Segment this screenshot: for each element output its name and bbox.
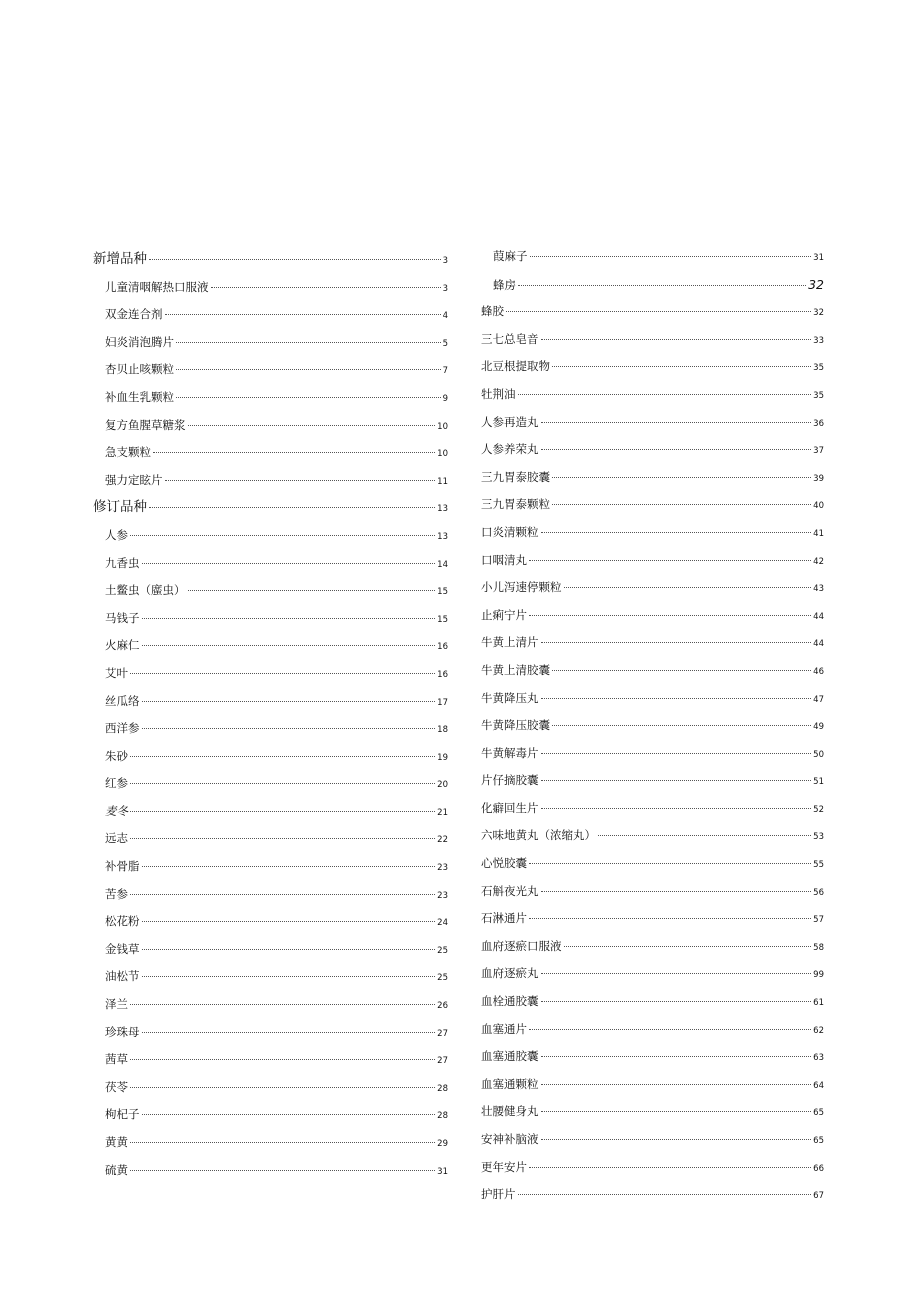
toc-entry[interactable] [481,243,824,271]
toc-page-number: 28 [437,1111,448,1122]
toc-entry[interactable] [481,850,824,878]
toc-entry-title: 血府逐瘀丸 [481,966,539,981]
toc-page-number: 43 [813,584,824,595]
toc-dot-leader [142,866,436,867]
toc-entry-title: 苦参 [105,886,128,901]
toc-page-number: 15 [437,587,448,598]
toc-entry[interactable] [93,1129,448,1157]
toc-page-number: 65 [813,1136,824,1146]
toc-page-number: 99 [813,970,824,981]
toc-entry[interactable] [481,629,824,657]
toc-entry[interactable] [481,547,824,575]
toc-entry-title: 小儿泻速停颗粒 [481,580,562,595]
toc-page-number: 58 [813,942,824,953]
toc-entry[interactable] [481,1181,824,1209]
toc-page-number: 61 [813,998,824,1009]
toc-entry[interactable] [93,632,448,660]
toc-entry-title: 枸杞子 [105,1107,140,1122]
toc-dot-leader [598,835,811,836]
toc-page-number: 63 [813,1053,824,1064]
toc-page-number: 29 [437,1139,448,1149]
toc-page-number: 26 [437,1001,448,1012]
toc-entry-title: 安神补脑液 [481,1132,539,1146]
toc-entry-title: 口炎清颗粒 [481,524,539,539]
toc-dot-leader [541,973,812,974]
toc-dot-leader [130,1059,435,1060]
toc-page-number: 35 [813,390,824,401]
toc-page-number: 53 [813,832,824,843]
toc-dot-leader [130,1087,435,1088]
toc-entry[interactable] [481,712,824,740]
toc-dot-leader [188,590,436,591]
toc-entry-title: 火麻仁 [105,638,140,653]
toc-page-number: 14 [437,559,448,570]
toc-entry-title: 石斛夜光丸 [481,883,539,898]
toc-page-number: 16 [437,669,448,680]
toc-page-number: 25 [437,945,448,956]
toc-entry-title: 人参再造丸 [481,414,539,429]
toc-page-number: 44 [813,611,824,622]
toc-page-number: 64 [813,1080,824,1091]
toc-page-number: 22 [437,835,448,846]
toc-page-number: 51 [813,777,824,788]
toc-entry[interactable] [93,577,448,605]
toc-page-number: 16 [437,642,448,653]
toc-entry[interactable] [93,881,448,909]
toc-page-number: 66 [813,1163,824,1174]
toc-entry-title: 茜草 [105,1052,128,1067]
toc-page-number: 47 [813,694,824,705]
toc-entry-title: 六味地黄丸（浓缩丸） [481,828,596,843]
toc-dot-leader [142,921,436,922]
toc-section-heading[interactable] [93,494,448,522]
toc-entry[interactable] [481,436,824,464]
toc-entry[interactable] [481,740,824,768]
toc-dot-leader [149,507,435,508]
toc-page-number: 23 [437,890,448,901]
toc-entry[interactable] [93,274,448,302]
toc-page-number: 11 [437,476,448,487]
toc-dot-leader [529,1029,811,1030]
toc-entry[interactable] [93,439,448,467]
toc-entry-title: 远志 [105,831,128,846]
toc-dot-leader [552,725,811,726]
toc-entry-title: 丝瓜络 [105,693,140,708]
toc-entry-title: 片仔摘胶囊 [481,773,539,788]
toc-entry-title: 葭麻子 [493,249,528,263]
toc-entry[interactable] [481,602,824,630]
toc-dot-leader [188,425,436,426]
toc-entry[interactable] [481,685,824,713]
toc-page-number: 15 [437,614,448,625]
toc-entry-title: 血栓通胶囊 [481,994,539,1009]
toc-page-number: 25 [437,973,448,984]
toc-dot-leader [518,1194,812,1195]
toc-entry[interactable] [93,301,448,329]
toc-dot-leader [518,394,812,395]
toc-page-number: 10 [437,421,448,432]
toc-dot-leader [142,976,436,977]
toc-dot-leader [552,670,811,671]
toc-entry-title: 牛黄上清片 [481,635,539,650]
toc-dot-leader [130,673,435,674]
toc-entry[interactable] [481,933,824,961]
toc-dot-leader [552,504,811,505]
toc-page-number: 31 [813,253,824,263]
toc-page-number: 24 [437,918,448,929]
toc-entry-title: 泽兰 [105,997,128,1012]
toc-dot-leader [142,618,436,619]
toc-entry[interactable] [93,412,448,440]
toc-entry-title: 壮腰健身丸 [481,1104,539,1119]
toc-entry[interactable] [481,1154,824,1182]
toc-entry[interactable] [481,1126,824,1154]
toc-entry-title: 三七总皂音 [481,331,539,346]
toc-dot-leader [506,311,811,312]
toc-entry[interactable] [93,356,448,384]
toc-entry[interactable] [93,1101,448,1129]
toc-dot-leader [130,783,435,784]
toc-entry[interactable] [481,1071,824,1099]
toc-dot-leader [142,645,436,646]
toc-dot-leader [541,449,812,450]
toc-dot-leader [130,811,435,812]
toc-entry-title: 杏贝止咳颗粒 [105,362,174,377]
toc-page-number: 18 [437,725,448,736]
toc-dot-leader [530,256,812,257]
toc-dot-leader [541,1001,812,1002]
toc-entry[interactable] [93,550,448,578]
toc-page-number: 33 [813,335,824,346]
toc-entry[interactable] [93,743,448,771]
toc-entry-title: 止痢宁片 [481,607,527,622]
toc-entry-title: 血塞通颗粒 [481,1076,539,1091]
toc-dot-leader [541,891,812,892]
toc-dot-leader [165,480,436,481]
toc-page-number: 55 [813,860,824,871]
toc-dot-leader [552,477,811,478]
toc-entry[interactable] [481,491,824,519]
toc-page-number: 57 [813,915,824,926]
toc-entry[interactable] [481,464,824,492]
toc-entry[interactable] [481,988,824,1016]
toc-entry-title: 牡荆油 [481,386,516,401]
toc-entry-title: 双金连合剂 [105,307,163,322]
toc-dot-leader [529,560,811,561]
toc-entry-title: 石淋通片 [481,911,527,926]
toc-left-column [93,246,448,1184]
toc-page-number: 4 [442,311,448,322]
toc-entry-title: 三九胃泰颗粒 [481,497,550,512]
toc-entry-title: 朱砂 [105,748,128,763]
toc-page-number: 39 [813,473,824,484]
toc-entry[interactable] [481,905,824,933]
toc-dot-leader [541,1056,812,1057]
toc-dot-leader [541,808,812,809]
toc-entry-title: 人参 [105,527,128,542]
toc-page-number: 41 [813,528,824,539]
toc-dot-leader [165,314,441,315]
toc-dot-leader [130,756,435,757]
toc-page-number: 49 [813,722,824,733]
toc-page-number: 17 [437,697,448,708]
toc-page-number: 5 [442,338,448,349]
toc-entry[interactable] [93,991,448,1019]
toc-entry-title: 蜂胶 [481,304,504,319]
toc-page-number: 19 [437,752,448,763]
toc-entry[interactable] [481,878,824,906]
toc-dot-leader [130,1004,435,1005]
toc-page-number: 65 [813,1108,824,1119]
toc-page-number: 13 [437,504,448,515]
toc-page-number: 67 [813,1191,824,1202]
toc-dot-leader [130,894,435,895]
toc-entry-title: 硫黄 [105,1162,128,1177]
toc-dot-leader [529,918,811,919]
toc-entry-title: 九香虫 [105,555,140,570]
toc-entry-title: 油松节 [105,969,140,984]
toc-entry[interactable] [93,467,448,495]
toc-entry-title: 红参 [105,776,128,791]
toc-dot-leader [176,342,441,343]
toc-page-number: 23 [437,863,448,874]
toc-entry[interactable] [481,960,824,988]
toc-entry-title: 人参养荣丸 [481,442,539,457]
toc-dot-leader [541,1111,812,1112]
toc-entry-title: 金钱草 [105,941,140,956]
toc-entry[interactable] [481,1098,824,1126]
toc-dot-leader [541,422,812,423]
toc-page-number: 27 [437,1056,448,1067]
toc-entry-title: 血府逐瘀口服液 [481,938,562,953]
toc-dot-leader [552,366,811,367]
toc-entry[interactable] [93,908,448,936]
toc-entry[interactable] [93,1046,448,1074]
toc-entry[interactable] [93,660,448,688]
toc-dot-leader [541,339,812,340]
toc-entry[interactable] [93,384,448,412]
toc-page-number: 42 [813,556,824,567]
toc-dot-leader [529,615,811,616]
toc-entry[interactable] [481,1016,824,1044]
toc-entry[interactable] [93,1157,448,1185]
toc-entry-title: 土鳖虫（䗪虫） [105,583,186,598]
toc-dot-leader [541,1084,812,1085]
toc-entry-title: 血塞通片 [481,1021,527,1036]
toc-entry-title: 儿童清咽解热口服液 [105,279,209,294]
toc-dot-leader [142,1114,436,1115]
toc-page-number: 37 [813,446,824,457]
toc-page-number: 9 [442,393,448,404]
toc-dot-leader [541,1139,812,1140]
toc-dot-leader [176,397,441,398]
toc-dot-leader [130,838,435,839]
toc-dot-leader [142,728,436,729]
toc-dot-leader [541,780,812,781]
toc-page-number: 46 [813,666,824,677]
toc-entry-title: 妇炎消泡腾片 [105,334,174,349]
toc-dot-leader [142,563,436,564]
toc-dot-leader [130,535,435,536]
toc-dot-leader [541,642,812,643]
toc-page-number: 56 [813,887,824,898]
toc-entry[interactable] [93,770,448,798]
toc-entry[interactable] [481,298,824,326]
toc-entry-title: 血塞通胶囊 [481,1049,539,1064]
toc-page-number: 44 [813,639,824,650]
toc-page-number: 13 [437,531,448,542]
toc-entry-title: 黄黄 [105,1135,128,1149]
toc-page-number: 36 [813,418,824,429]
toc-dot-leader [541,532,812,533]
toc-entry-title: 更年安片 [481,1159,527,1174]
toc-entry-title: 西洋参 [105,721,140,736]
toc-entry[interactable] [481,326,824,354]
toc-entry-title: 护肝片 [481,1187,516,1202]
toc-entry[interactable] [93,1019,448,1047]
toc-entry[interactable] [481,767,824,795]
toc-page-number: 32 [813,308,824,319]
toc-entry[interactable] [93,963,448,991]
toc-entry[interactable] [481,271,824,299]
toc-page-number: 3 [442,256,448,266]
toc-page-number: 31 [437,1166,448,1177]
toc-dot-leader [541,753,812,754]
toc-entry[interactable] [93,853,448,881]
toc-entry[interactable] [481,1043,824,1071]
toc-page-number: 35 [813,363,824,374]
toc-entry-title: 马钱子 [105,610,140,625]
toc-entry[interactable] [93,936,448,964]
toc-entry[interactable] [481,353,824,381]
toc-entry[interactable] [93,715,448,743]
toc-page-number: 52 [813,804,824,815]
toc-page-number: 21 [437,807,448,818]
toc-entry[interactable] [481,822,824,850]
toc-dot-leader [142,1032,436,1033]
toc-dot-leader [176,369,441,370]
toc-entry-title: 松花粉 [105,914,140,929]
toc-entry[interactable] [93,688,448,716]
toc-page-number: 10 [437,449,448,460]
toc-entry-title: 艾叶 [105,665,128,680]
toc-entry-title: 麦冬 [105,803,128,818]
toc-entry-title: 口咽清丸 [481,552,527,567]
toc-entry[interactable] [481,795,824,823]
toc-entry-title: 强力定眩片 [105,472,163,487]
toc-right-column [481,243,824,1209]
toc-dot-leader [153,452,435,453]
toc-page-number: 28 [437,1083,448,1094]
toc-dot-leader [529,863,811,864]
toc-entry-title: 牛黄上清胶囊 [481,662,550,677]
toc-page-number: 20 [437,780,448,791]
toc-dot-leader [518,285,806,286]
toc-entry-title: 蜂房 [493,277,516,292]
toc-section-heading[interactable] [93,246,448,274]
toc-entry[interactable] [93,825,448,853]
toc-dot-leader [149,259,441,260]
toc-dot-leader [529,1167,811,1168]
toc-entry-title: 三九胃泰胶囊 [481,469,550,484]
toc-entry-title: 北豆根提取物 [481,359,550,374]
toc-page-number: 3 [442,283,448,294]
toc-dot-leader [211,287,441,288]
toc-entry-title: 急支颗粒 [105,445,151,460]
toc-entry-title: 牛黄降压丸 [481,690,539,705]
toc-page-number: 62 [813,1025,824,1036]
toc-entry-title: 补血生乳颗粒 [105,389,174,404]
toc-entry-title: 心悦胶囊 [481,856,527,871]
toc-entry[interactable] [93,605,448,633]
toc-dot-leader [130,1170,435,1171]
toc-entry-title: 补骨脂 [105,859,140,874]
toc-page-number: 27 [437,1028,448,1039]
toc-entry-title: 珍珠母 [105,1024,140,1039]
toc-entry[interactable] [481,409,824,437]
toc-entry-title: 新增品种 [93,251,147,267]
toc-dot-leader [142,701,436,702]
toc-page-number: 40 [813,501,824,512]
toc-entry-title: 牛黄解毒片 [481,745,539,760]
toc-entry-title: 修订品种 [93,499,147,516]
toc-entry[interactable] [93,1074,448,1102]
toc-page-number: 32 [808,276,824,292]
toc-dot-leader [130,1142,435,1143]
toc-entry-title: 牛黄降压胶囊 [481,718,550,733]
toc-entry[interactable] [93,522,448,550]
toc-dot-leader [142,949,436,950]
toc-entry[interactable] [93,798,448,826]
toc-entry-title: 茯苓 [105,1079,128,1094]
toc-entry[interactable] [481,519,824,547]
toc-entry[interactable] [93,329,448,357]
toc-entry[interactable] [481,657,824,685]
toc-dot-leader [564,587,812,588]
toc-entry[interactable] [481,574,824,602]
toc-dot-leader [541,698,812,699]
toc-entry[interactable] [481,381,824,409]
toc-page-number: 7 [442,366,448,377]
toc-entry-title: 复方鱼腥草糖浆 [105,417,186,432]
toc-page-number: 50 [813,749,824,760]
toc-entry-title: 化癖回生片 [481,800,539,815]
toc-dot-leader [564,946,812,947]
